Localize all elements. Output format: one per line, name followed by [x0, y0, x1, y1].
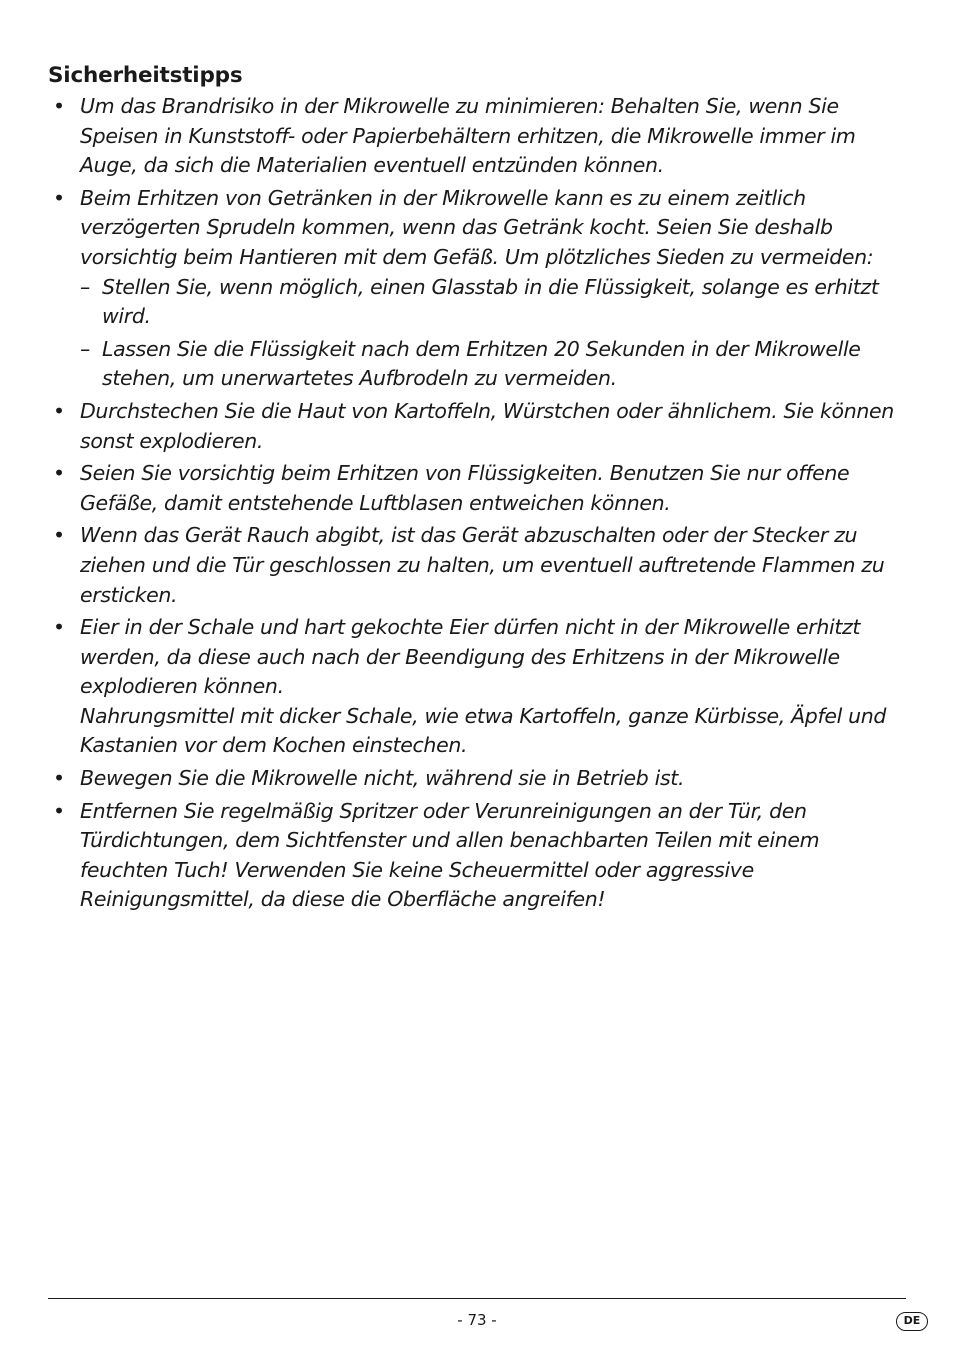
sub-list-item: [80, 273, 910, 332]
bullet-icon: •: [53, 185, 65, 210]
dash-icon: –: [80, 336, 90, 361]
list-item: [48, 397, 910, 456]
bullet-icon: •: [53, 798, 65, 823]
bullet-icon: •: [53, 523, 65, 548]
page-number: - 73 -: [457, 1311, 497, 1329]
list-item-text: Wenn das Gerät Rauch abgibt, ist das Gerät abzuschalten oder der Stecker zu ziehen und die Tür geschlossen zu halten, um eventuell auftretende Flammen zu ersticken.: [80, 523, 885, 607]
list-item-text: Beim Erhitzen von Getränken in der Mikrowelle kann es zu einem zeitlich verzögerten Sprudeln kommen, wenn das Getränk kocht. Seien Sie deshalb vorsichtig beim Hantieren mit dem Gefäß. Um plötzliches Sieden zu vermeiden:: [80, 185, 874, 269]
list-item: [48, 521, 910, 610]
language-badge: DE: [896, 1312, 928, 1331]
section-heading: Sicherheitstipps: [48, 63, 243, 88]
sub-list-item-text: Stellen Sie, wenn möglich, einen Glasstab in die Flüssigkeit, solange es erhitzt wird.: [102, 274, 879, 329]
list-item: [48, 613, 910, 761]
bullet-icon: •: [53, 766, 65, 791]
list-item-text: Bewegen Sie die Mikrowelle nicht, während sie in Betrieb ist.: [80, 766, 685, 791]
bullet-icon: •: [53, 398, 65, 423]
list-item-extra-text: Nahrungsmittel mit dicker Schale, wie etwa Kartoffeln, ganze Kürbisse, Äpfel und Kastanien vor dem Kochen einstechen.: [80, 703, 887, 758]
list-item: [48, 797, 910, 915]
bullet-icon: •: [53, 94, 65, 118]
list-item-text: Entfernen Sie regelmäßig Spritzer oder Verunreinigungen an der Tür, den Türdichtungen, dem Sichtfenster und allen benachbarten Teilen mit einem feuchten Tuch! Verwenden Sie keine Scheuermittel oder aggressive Reinigungsmittel, da diese die Oberfläche angreifen!: [80, 798, 820, 912]
list-item-text: Um das Brandrisiko in der Mikrowelle zu minimieren: Behalten Sie, wenn Sie Speisen in Kunststoff- oder Papierbehältern erhitzen, die Mikrowelle immer im Auge, da sich die Materialien eventuell entzünden können.: [80, 94, 856, 178]
footer-divider: [48, 1298, 906, 1299]
safety-tips-list: [48, 92, 910, 915]
document-body: [48, 60, 910, 918]
bullet-icon: •: [53, 461, 65, 486]
bullet-icon: •: [53, 615, 65, 640]
list-item-text: Eier in der Schale und hart gekochte Eier dürfen nicht in der Mikrowelle erhitzt werden, da diese auch nach der Beendigung des Erhitzens in der Mikrowelle explodieren können.: [80, 615, 861, 699]
sub-list: [80, 273, 910, 394]
list-item: [48, 92, 910, 181]
list-item-text: Durchstechen Sie die Haut von Kartoffeln, Würstchen oder ähnlichem. Sie können sonst explodieren.: [80, 398, 894, 453]
list-item-text: Seien Sie vorsichtig beim Erhitzen von Flüssigkeiten. Benutzen Sie nur offene Gefäße, damit entstehende Luftblasen entweichen können.: [80, 461, 850, 515]
dash-icon: –: [80, 274, 90, 299]
list-item: [48, 184, 910, 394]
sub-list-item: [80, 335, 910, 394]
list-item: [48, 764, 910, 794]
sub-list-item-text: Lassen Sie die Flüssigkeit nach dem Erhitzen 20 Sekunden in der Mikrowelle stehen, um unerwartetes Aufbrodeln zu vermeiden.: [102, 336, 861, 391]
list-item: [48, 459, 910, 518]
